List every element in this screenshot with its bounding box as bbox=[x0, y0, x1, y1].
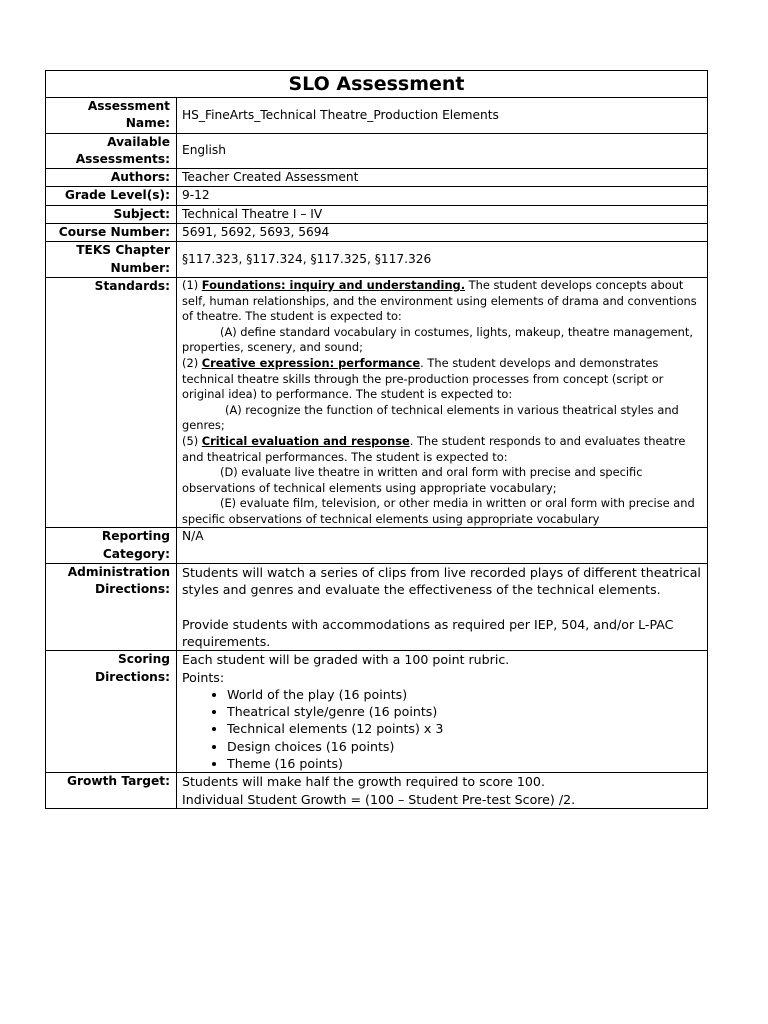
available-assessments-label: Available Assessments: bbox=[46, 133, 177, 169]
list-item: • World of the play (16 points) bbox=[227, 686, 702, 703]
points-label: Points: bbox=[182, 669, 225, 685]
standard-1-a: (A) define standard vocabulary in costumes, lights, makeup, theatre management, properties, scenery, and sound; bbox=[182, 324, 693, 355]
authors-label: Authors: bbox=[46, 169, 177, 187]
subject-value: Technical Theatre I – IV bbox=[177, 205, 708, 223]
growth-row bbox=[46, 773, 708, 809]
standard-5-heading: Critical evaluation and response bbox=[201, 433, 410, 448]
growth-line-2: Individual Student Growth = (100 – Student Pre-test Score) /2. bbox=[182, 791, 576, 807]
growth-line-1: Students will make half the growth required to score 100. bbox=[182, 774, 545, 790]
standard-1: (1) Foundations: inquiry and understanding. The student develops concepts about self, human relationships, and the environment using elements of drama and conventions of theatre. The student is expected to: bbox=[182, 277, 697, 324]
scoring-intro: Each student will be graded with a 100 point rubric. bbox=[182, 652, 510, 668]
authors-row bbox=[46, 169, 708, 187]
standards-row bbox=[46, 277, 708, 528]
admin-paragraph-2: Provide students with accommodations as required per IEP, 504, and/or L-PAC requirements. bbox=[182, 616, 674, 649]
course-label: Course Number: bbox=[46, 224, 177, 242]
standards-label: Standards: bbox=[46, 277, 177, 528]
course-row bbox=[46, 224, 708, 242]
reporting-label: Reporting Category: bbox=[46, 528, 177, 564]
list-item: • Theme (16 points) bbox=[227, 755, 702, 772]
list-item: • Theatrical style/genre (16 points) bbox=[227, 703, 702, 720]
course-value: 5691, 5692, 5693, 5694 bbox=[177, 224, 708, 242]
available-assessments-value: English bbox=[177, 133, 708, 169]
reporting-row bbox=[46, 528, 708, 564]
grade-label: Grade Level(s): bbox=[46, 187, 177, 205]
teks-row bbox=[46, 242, 708, 278]
standards-value bbox=[177, 277, 708, 528]
list-item: • Technical elements (12 points) x 3 bbox=[227, 720, 702, 737]
admin-row bbox=[46, 564, 708, 651]
slo-assessment-table bbox=[45, 70, 708, 809]
authors-value: Teacher Created Assessment bbox=[177, 169, 708, 187]
standard-5: (5) Critical evaluation and response. The student responds to and evaluates theatre and theatrical performances. The student is expected to: bbox=[182, 433, 686, 464]
standard-2: (2) Creative expression: performance. The student develops and demonstrates technical theatre skills through the pre-production processes from concept (script or original idea) to performance. The student is expected to: bbox=[182, 355, 664, 402]
standard-5-e: (E) evaluate film, television, or other media in written or oral form with precise and specific observations of technical elements using appropriate vocabulary bbox=[182, 496, 695, 526]
admin-value bbox=[177, 564, 708, 651]
subject-label: Subject: bbox=[46, 205, 177, 223]
growth-value bbox=[177, 773, 708, 809]
teks-label: TEKS Chapter Number: bbox=[46, 242, 177, 278]
standard-2-a: (A) recognize the function of technical elements in various theatrical styles and genres; bbox=[182, 402, 679, 433]
standard-1-heading: Foundations: inquiry and understanding. bbox=[201, 277, 466, 292]
available-assessments-row bbox=[46, 133, 708, 169]
subject-row bbox=[46, 205, 708, 223]
assessment-name-row bbox=[46, 98, 708, 134]
reporting-value: N/A bbox=[177, 528, 708, 564]
growth-label: Growth Target: bbox=[46, 773, 177, 809]
standard-5-d: (D) evaluate live theatre in written and oral form with precise and specific observations of technical elements using appropriate vocabulary; bbox=[182, 465, 643, 495]
grade-value: 9-12 bbox=[177, 187, 708, 205]
scoring-label: Scoring Directions: bbox=[46, 651, 177, 773]
teks-value: §117.323, §117.324, §117.325, §117.326 bbox=[177, 242, 708, 278]
admin-paragraph-1: Students will watch a series of clips from live recorded plays of different theatrical styles and genres and evaluate the effectiveness of the technical elements. bbox=[182, 565, 701, 598]
document-title: SLO Assessment bbox=[46, 71, 708, 98]
grade-row bbox=[46, 187, 708, 205]
admin-label: Administration Directions: bbox=[46, 564, 177, 651]
points-list bbox=[182, 686, 702, 772]
scoring-row bbox=[46, 651, 708, 773]
standard-2-heading: Creative expression: performance bbox=[201, 355, 421, 370]
assessment-name-value: HS_FineArts_Technical Theatre_Production Elements bbox=[177, 98, 708, 134]
list-item: • Design choices (16 points) bbox=[227, 738, 702, 755]
title-row bbox=[46, 71, 708, 98]
scoring-value bbox=[177, 651, 708, 773]
assessment-name-label: Assessment Name: bbox=[46, 98, 177, 134]
